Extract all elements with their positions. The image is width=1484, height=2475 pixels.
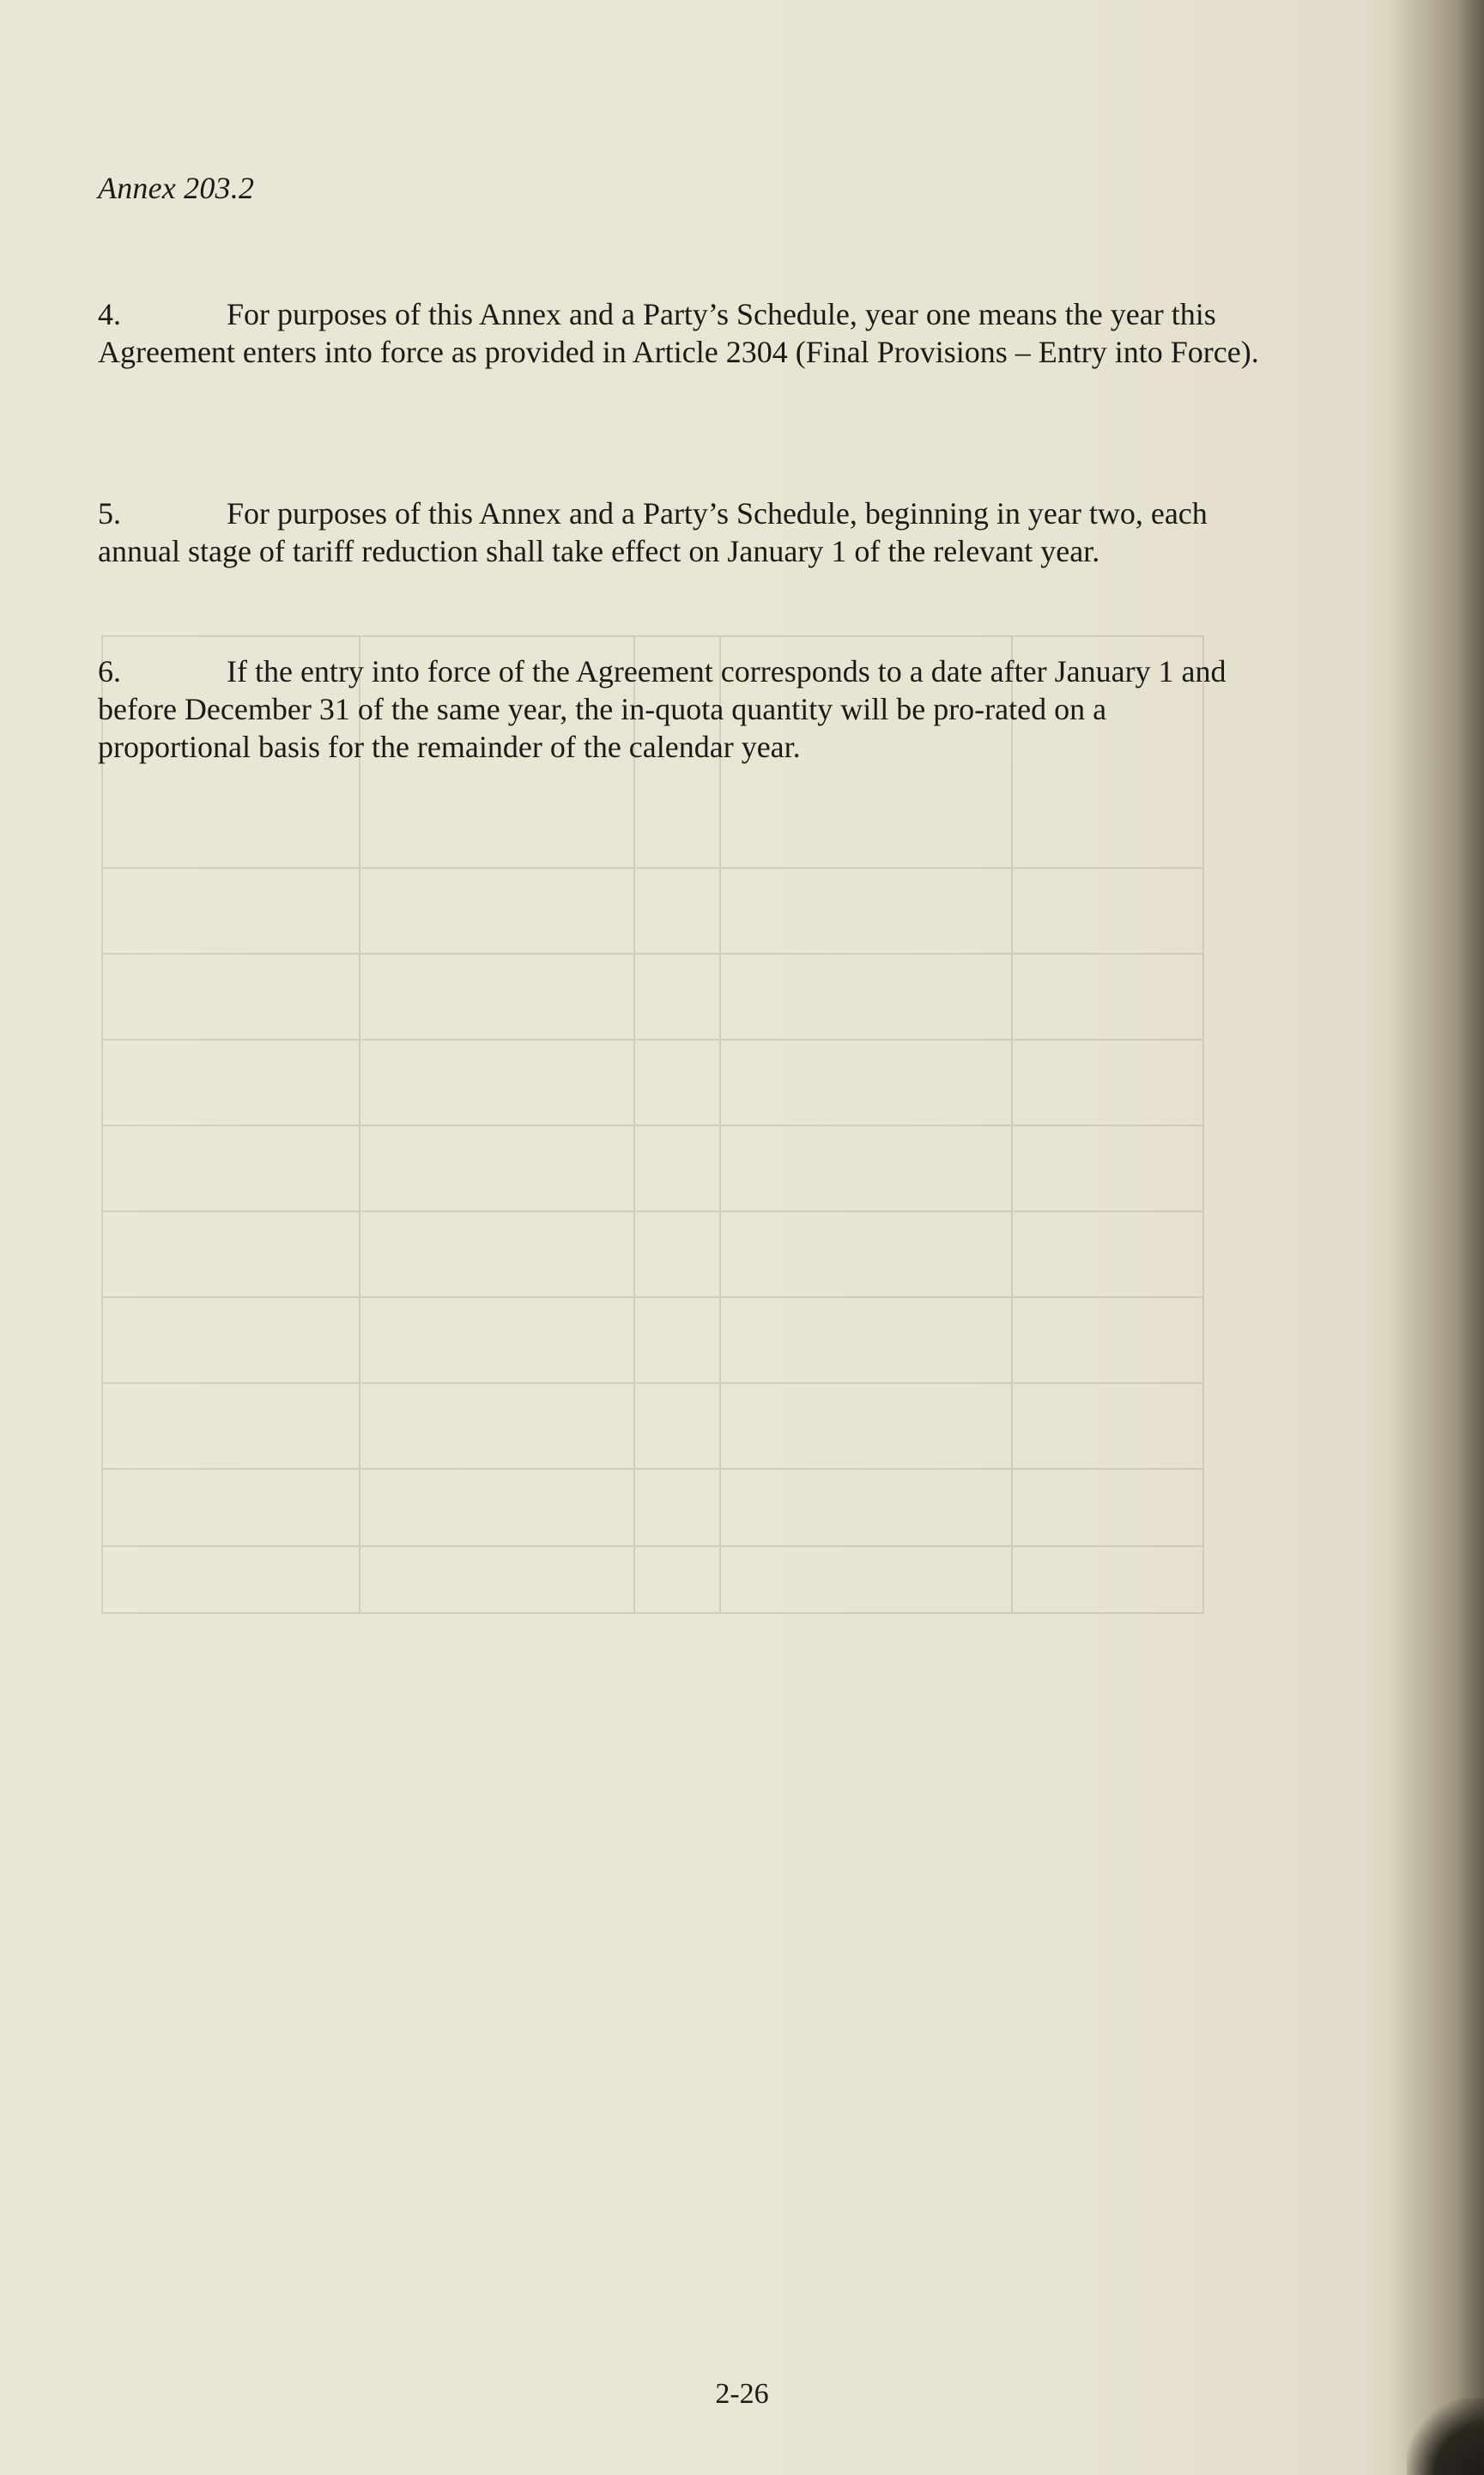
paragraph-number: 6. xyxy=(98,654,121,689)
paragraph-text: For purposes of this Annex and a Party’s Schedule, beginning in year two, each annual stage of tariff reduction shall take effect on January 1 of the relevant year. xyxy=(98,496,1208,568)
paragraph-text: If the entry into force of the Agreement corresponds to a date after January 1 and before December 31 of the same year, the in-quota quantity will be pro-rated on a proportional basis for the remainder of the calendar year. xyxy=(98,654,1227,764)
paragraph-number: 5. xyxy=(98,496,121,531)
corner-shadow xyxy=(1407,2398,1484,2475)
paragraph-number: 4. xyxy=(98,297,121,331)
paragraph-text: For purposes of this Annex and a Party’s Schedule, year one means the year this Agreement enters into force as provided in Article 2304 (Final Provisions – Entry into Force). xyxy=(98,297,1259,369)
paragraph-5 xyxy=(98,494,1265,570)
annex-header: Annex 203.2 xyxy=(98,171,255,205)
paragraph-4 xyxy=(98,295,1265,371)
paragraph-6 xyxy=(98,652,1265,766)
bleed-through-table xyxy=(101,635,1204,1614)
page-number: 2-26 xyxy=(715,2378,769,2410)
binding-shadow xyxy=(1390,0,1484,2475)
